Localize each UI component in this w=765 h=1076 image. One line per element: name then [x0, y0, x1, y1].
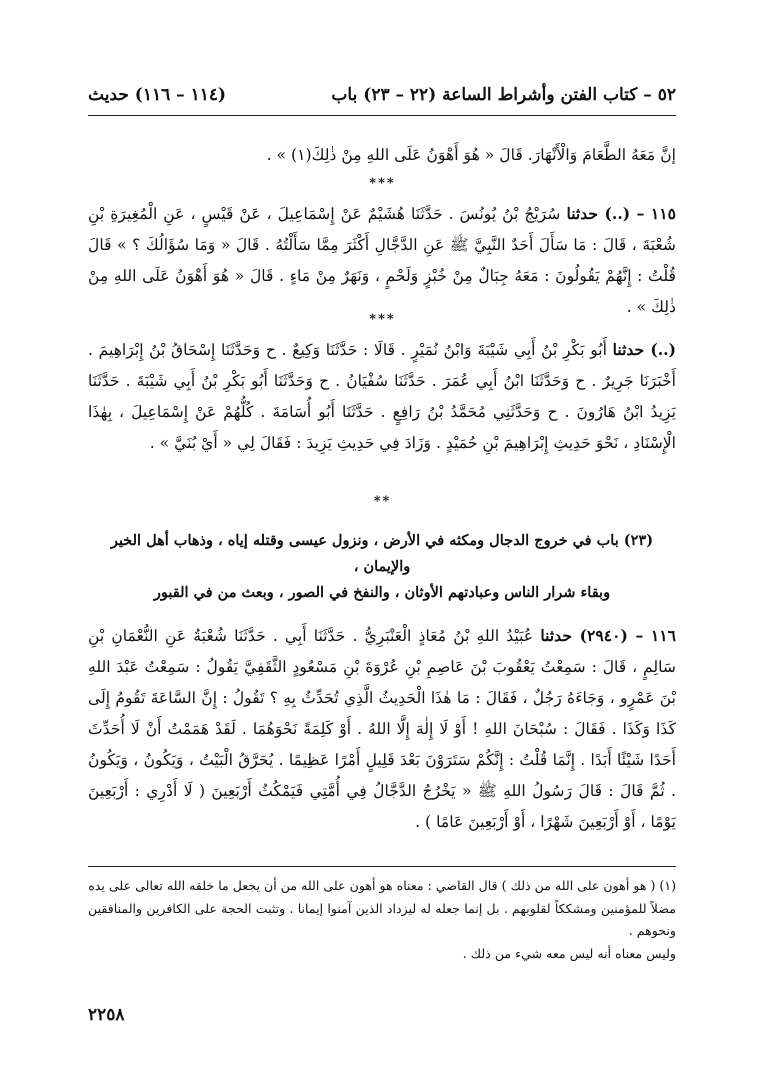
separator-stars: ***	[369, 312, 396, 327]
footnote-line-2: مضلاً للمؤمنين ومشككاً لقلوبهم . بل إنما جعله له ليزداد الذين آمنوا إيمانا . وتثبت الحجة على الكافرين والمنافقين ونحوهم .	[88, 900, 676, 938]
separator-stars: ***	[369, 176, 396, 191]
separator-stars: **	[373, 494, 392, 509]
footnote-line-1: (١) ( هو أهون على الله من ذلك ) قال القاضي : معناه هو أهون على الله من أن يجعل ما خلقه الله تعالى على يده	[88, 878, 676, 893]
footnote-rule	[88, 866, 676, 867]
chapter-heading-line-1: (٢٣) باب في خروج الدجال ومكثه في الأرض ، ونزول عيسى وقتله إياه ، وذهاب أهل الخير والإيمان ،	[110, 532, 654, 575]
footnote-line-3: وليس معناه أنه ليس معه شيء من ذلك .	[462, 945, 676, 961]
hadith-116-text: عُبَيْدُ اللهِ بْنُ مُعَاذٍ الْعَنْبَرِيُّ . حَدَّثَنَا أَبِي . حَدَّثَنَا شُعْبَةُ عَنِ النُّعْمَانِ بْنِ سَالِمٍ ، قَالَ : سَمِعْتُ يَعْقُوبَ بْنَ عَاصِمِ بْنِ عُرْوَةَ بْنِ مَسْعُودٍ الثَّقَفِيَّ يَقُولُ : سَمِعْتُ عَبْدَ اللهِ بْنَ عَمْرٍو ، وَجَاءَهُ رَجُلٌ ، فَقَالَ : مَا هٰذَا الْحَدِيثُ الَّذِي تُحَدِّثُ بِهِ ؟ تَقُولُ : إِنَّ السَّاعَةَ تَقُومُ إِلَى كَذَا وَكَذَا . فَقَالَ : سُبْحَانَ اللهِ ! أَوْ لَا إِلٰهَ إِلَّا اللهُ . أَوْ كَلِمَةً نَحْوَهُمَا . لَقَدْ هَمَمْتُ أَنْ لَا أُحَدِّثَ أَحَدًا شَيْئًا أَبَدًا . إِنَّمَا قُلْتُ : إِنَّكُمْ سَتَرَوْنَ بَعْدَ قَلِيلٍ أَمْرًا عَظِيمًا . يُحَرَّقُ الْبَيْتُ ، وَيَكُونُ ، وَيَكُونُ . ثُمَّ قَالَ : قَالَ رَسُولُ اللهِ ﷺ « يَخْرُجُ الدَّجَّالُ فِي أُمَّتِي فَيَمْكُثُ أَرْبَعِينَ ( لَا أَدْرِي : أَرْبَعِينَ يَوْمًا ، أَوْ أَرْبَعِينَ شَهْرًا ، أَوْ أَرْبَعِينَ عَامًا ) .	[88, 627, 676, 831]
hadith-116-marker: ١١٦ – (٢٩٤٠) حدثنا	[540, 626, 676, 645]
opening-line: إنَّ مَعَهُ الطَّعَامَ وَالْأَنْهَارَ. قَالَ « هُوَ أَهْوَنُ عَلَى اللهِ مِنْ ذٰلِكَ(١) » .	[266, 146, 676, 164]
header-rule	[88, 115, 676, 116]
hadith-115	[88, 198, 676, 323]
chapter-heading-line-2: وبقاء شرار الناس وعبادتهم الأوثان ، والنفخ في الصور ، وبعث من في القبور	[153, 584, 611, 601]
chapter-heading	[88, 528, 676, 606]
hadith-115-marker: ١١٥ – (..) حدثنا	[566, 204, 676, 223]
page-number: ٢٢٥٨	[88, 1005, 125, 1025]
hadith-115b-text: أَبُو بَكْرِ بْنُ أَبِي شَيْبَةَ وَابْنُ نُمَيْرٍ . قَالَا : حَدَّثَنَا وَكِيعٌ . ح وَحَدَّثَنَا إِسْحَاقُ بْنُ إِبْرَاهِيمَ . أَخْبَرَنَا جَرِيرٌ . ح وَحَدَّثَنَا ابْنُ أَبِي عُمَرَ . حَدَّثَنَا سُفْيَانُ . ح وَحَدَّثَنَا أَبُو بَكْرِ بْنُ أَبِي شَيْبَةَ . حَدَّثَنَا يَزِيدُ ابْنُ هَارُونَ . ح وَحَدَّثَنِي مُحَمَّدُ بْنُ رَافِعٍ . حَدَّثَنَا أَبُو أُسَامَةَ . كُلُّهُمْ عَنْ إِسْمَاعِيلَ ، بِهٰذَا الْإِسْنَادِ ، نَحْوَ حَدِيثِ إِبْرَاهِيمَ بْنِ حُمَيْدٍ . وَزَادَ فِي حَدِيثِ يَزِيدَ : فَقَالَ لِي « أَيْ بُنَيَّ » .	[88, 341, 676, 452]
hadith-115b	[88, 334, 676, 459]
hadith-115-text: سُرَيْجُ بْنُ يُونُسَ . حَدَّثَنَا هُشَيْمٌ عَنْ إِسْمَاعِيلَ ، عَنْ قَيْسٍ ، عَنِ الْمُغِيرَةِ بْنِ شُعْبَةَ ، قَالَ : مَا سَأَلَ أَحَدٌ النَّبِيَّ ﷺ عَنِ الدَّجَّالِ أَكْثَرَ مِمَّا سَأَلْتُهُ . قَالَ « وَمَا سُؤَالُكَ ؟ » قَالَ قُلْتُ : إِنَّهُمْ يَقُولُونَ : مَعَهُ جِبَالٌ مِنْ خُبْزٍ وَلَحْمٍ ، وَنَهَرٌ مِنْ مَاءٍ . قَالَ « هُوَ أَهْوَنُ عَلَى اللهِ مِنْ ذٰلِكَ » .	[88, 205, 676, 316]
hadith-116	[88, 620, 676, 838]
running-header	[88, 82, 676, 108]
footnotes	[88, 875, 676, 965]
header-hadith-range: (١١٤ – ١١٦) حديث	[88, 85, 227, 105]
hadith-115b-marker: (..) حدثنا	[612, 340, 676, 359]
header-chapter-title: ٥٢ – كتاب الفتن وأشراط الساعة (٢٢ – ٢٣) باب	[331, 85, 676, 105]
